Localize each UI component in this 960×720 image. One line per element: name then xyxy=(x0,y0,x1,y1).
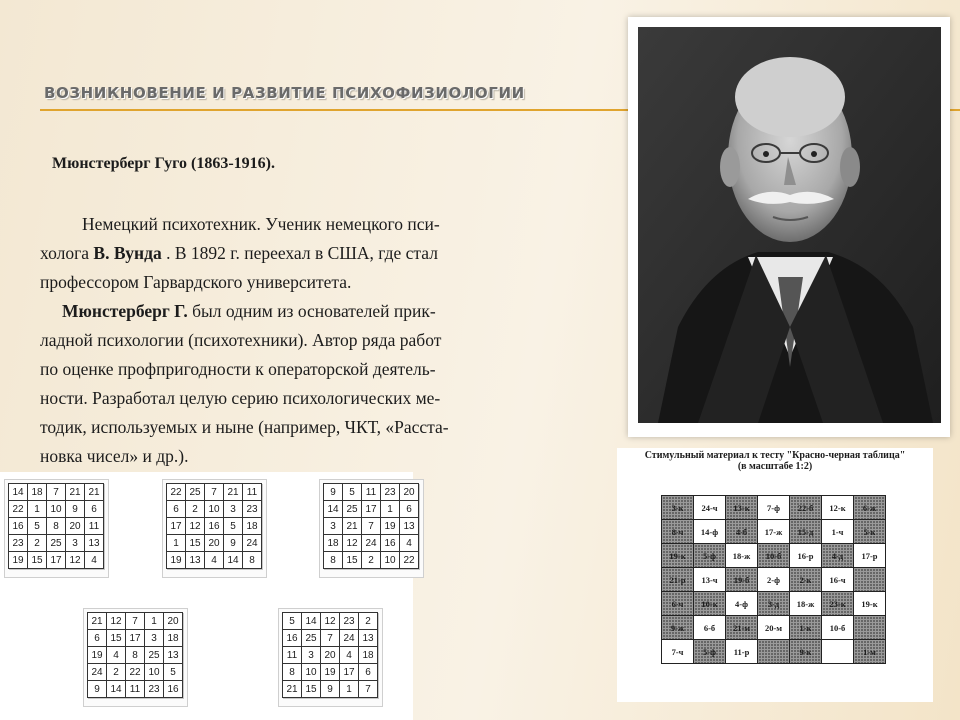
red-black-cell xyxy=(854,568,886,592)
schulte-cell: 12 xyxy=(321,613,340,630)
schulte-cell: 19 xyxy=(88,647,107,664)
red-black-cell: 5-ф xyxy=(694,544,726,568)
schulte-cell: 7 xyxy=(321,630,340,647)
schulte-cell: 12 xyxy=(343,535,362,552)
schulte-cell: 21 xyxy=(343,518,362,535)
text-line: холога В. Вунда . В 1892 г. переехал в США, где стал xyxy=(40,243,438,263)
schulte-cell: 6 xyxy=(85,501,104,518)
red-black-cell xyxy=(758,640,790,664)
schulte-cell: 3 xyxy=(224,501,243,518)
red-black-cell: 4-б xyxy=(726,520,758,544)
schulte-cell: 7 xyxy=(362,518,381,535)
schulte-cell: 8 xyxy=(47,518,66,535)
schulte-cell: 22 xyxy=(126,664,145,681)
schulte-cell: 5 xyxy=(28,518,47,535)
schulte-cell: 5 xyxy=(224,518,243,535)
schulte-cell: 20 xyxy=(205,535,224,552)
schulte-cell: 11 xyxy=(126,681,145,698)
schulte-table xyxy=(166,483,262,569)
schulte-cell: 2 xyxy=(186,501,205,518)
red-black-cell: 19-к xyxy=(662,544,694,568)
red-black-cell: 20-м xyxy=(758,616,790,640)
schulte-cell: 9 xyxy=(224,535,243,552)
red-black-cell xyxy=(854,616,886,640)
schulte-cell: 6 xyxy=(359,664,378,681)
schulte-cell: 24 xyxy=(362,535,381,552)
text-line: тодик, используемых и ныне (например, ЧКТ, «Расста- xyxy=(40,417,449,437)
schulte-cell: 4 xyxy=(205,552,224,569)
red-black-cell: 2-к xyxy=(790,568,822,592)
schulte-cell: 14 xyxy=(302,613,321,630)
portrait-illustration xyxy=(638,27,941,423)
red-black-cell: 22-б xyxy=(790,496,822,520)
red-black-cell: 6-б xyxy=(694,616,726,640)
text-line: ности. Разработал целую серию психологических ме- xyxy=(40,388,441,408)
schulte-cell: 6 xyxy=(400,501,419,518)
schulte-cell: 1 xyxy=(28,501,47,518)
schulte-cell: 11 xyxy=(362,484,381,501)
red-black-cell: 16-ч xyxy=(822,568,854,592)
schulte-cell: 19 xyxy=(381,518,400,535)
schulte-cell: 19 xyxy=(321,664,340,681)
schulte-cell: 9 xyxy=(324,484,343,501)
red-black-cell: 18-ж xyxy=(726,544,758,568)
schulte-cell: 23 xyxy=(340,613,359,630)
red-black-cell: 13-к xyxy=(726,496,758,520)
schulte-cell: 10 xyxy=(47,501,66,518)
schulte-cell: 17 xyxy=(362,501,381,518)
schulte-cell: 14 xyxy=(9,484,28,501)
schulte-cell: 21 xyxy=(88,613,107,630)
schulte-cell: 3 xyxy=(66,535,85,552)
schulte-table xyxy=(323,483,419,569)
schulte-cell: 8 xyxy=(126,647,145,664)
schulte-cell: 25 xyxy=(302,630,321,647)
text-line: по оценке профпригодности к операторской деятель- xyxy=(40,359,436,379)
schulte-cell: 24 xyxy=(88,664,107,681)
text-line: Немецкий психотехник. Ученик немецкого пси- xyxy=(82,214,440,234)
red-black-cell: 10-к xyxy=(694,592,726,616)
red-black-cell: 9-к xyxy=(790,640,822,664)
schulte-cell: 10 xyxy=(302,664,321,681)
schulte-cell: 17 xyxy=(340,664,359,681)
text-line: новка чисел» и др.). xyxy=(40,446,189,466)
schulte-table xyxy=(282,612,378,698)
schulte-cell: 22 xyxy=(400,552,419,569)
schulte-cell: 25 xyxy=(145,647,164,664)
schulte-cell: 16 xyxy=(381,535,400,552)
red-black-cell: 8-ч xyxy=(662,520,694,544)
schulte-cell: 20 xyxy=(400,484,419,501)
red-black-cell: 1-ч xyxy=(822,520,854,544)
schulte-cell: 9 xyxy=(66,501,85,518)
schulte-table xyxy=(8,483,104,569)
red-black-cell: 12-к xyxy=(822,496,854,520)
schulte-cell: 24 xyxy=(340,630,359,647)
red-black-cell: 10-б xyxy=(822,616,854,640)
schulte-cell: 20 xyxy=(164,613,183,630)
red-black-cell: 4-д xyxy=(822,544,854,568)
schulte-cell: 24 xyxy=(243,535,262,552)
schulte-cell: 7 xyxy=(47,484,66,501)
red-black-cell: 19-б xyxy=(726,568,758,592)
schulte-cell: 5 xyxy=(343,484,362,501)
schulte-cell: 8 xyxy=(243,552,262,569)
red-black-cell: 7-ф xyxy=(758,496,790,520)
schulte-cell: 5 xyxy=(283,613,302,630)
schulte-cell: 8 xyxy=(324,552,343,569)
schulte-cell: 4 xyxy=(85,552,104,569)
red-black-table-panel xyxy=(617,448,933,702)
schulte-cell: 7 xyxy=(205,484,224,501)
red-black-cell: 10-б xyxy=(758,544,790,568)
red-black-grid xyxy=(661,495,886,664)
person-heading: Мюнстерберг Гуго (1863-1916). xyxy=(52,155,275,172)
schulte-cell: 23 xyxy=(381,484,400,501)
schulte-cell: 18 xyxy=(243,518,262,535)
red-black-cell: 17-ж xyxy=(758,520,790,544)
red-black-cell xyxy=(822,640,854,664)
schulte-cell: 7 xyxy=(359,681,378,698)
schulte-cell: 10 xyxy=(381,552,400,569)
schulte-table xyxy=(87,612,183,698)
red-black-cell: 5-к xyxy=(854,520,886,544)
red-black-cell: 24-ч xyxy=(694,496,726,520)
schulte-cell: 14 xyxy=(224,552,243,569)
schulte-cell: 11 xyxy=(85,518,104,535)
schulte-cell: 15 xyxy=(343,552,362,569)
schulte-cell: 15 xyxy=(302,681,321,698)
schulte-cell: 18 xyxy=(324,535,343,552)
schulte-cell: 17 xyxy=(126,630,145,647)
schulte-cell: 11 xyxy=(243,484,262,501)
schulte-cell: 6 xyxy=(88,630,107,647)
text-line: ладной психологии (психотехники). Автор ряда работ xyxy=(40,330,442,350)
red-black-cell: 1-м xyxy=(854,640,886,664)
schulte-cell: 21 xyxy=(66,484,85,501)
wundt-name: В. Вунда xyxy=(93,243,162,263)
schulte-cell: 15 xyxy=(107,630,126,647)
munsterberg-name: Мюнстерберг Г. xyxy=(62,301,188,321)
schulte-cell: 11 xyxy=(283,647,302,664)
schulte-cell: 13 xyxy=(85,535,104,552)
schulte-cell: 18 xyxy=(359,647,378,664)
red-black-cell: 9-ж xyxy=(662,616,694,640)
portrait-photo xyxy=(638,27,941,423)
red-black-cell: 2-ф xyxy=(758,568,790,592)
schulte-cell: 2 xyxy=(359,613,378,630)
schulte-cell: 19 xyxy=(167,552,186,569)
schulte-cell: 1 xyxy=(145,613,164,630)
red-black-cell: 4-ф xyxy=(726,592,758,616)
schulte-cell: 20 xyxy=(66,518,85,535)
schulte-cell: 21 xyxy=(85,484,104,501)
schulte-cell: 16 xyxy=(9,518,28,535)
schulte-cell: 22 xyxy=(167,484,186,501)
schulte-cell: 23 xyxy=(243,501,262,518)
red-black-cell: 3-к xyxy=(662,496,694,520)
schulte-cell: 17 xyxy=(167,518,186,535)
slide-title: ВОЗНИКНОВЕНИЕ И РАЗВИТИЕ ПСИХОФИЗИОЛОГИИ xyxy=(44,84,525,102)
red-black-cell: 1-к xyxy=(790,616,822,640)
schulte-cell: 22 xyxy=(9,501,28,518)
schulte-cell: 4 xyxy=(107,647,126,664)
schulte-cell: 3 xyxy=(302,647,321,664)
schulte-cell: 14 xyxy=(324,501,343,518)
schulte-cell: 17 xyxy=(47,552,66,569)
red-black-cell: 6-ж xyxy=(854,496,886,520)
schulte-cell: 6 xyxy=(167,501,186,518)
schulte-cell: 8 xyxy=(283,664,302,681)
schulte-cell: 13 xyxy=(359,630,378,647)
schulte-cell: 23 xyxy=(145,681,164,698)
schulte-cell: 10 xyxy=(205,501,224,518)
red-black-cell: 18-ж xyxy=(790,592,822,616)
schulte-cell: 7 xyxy=(126,613,145,630)
schulte-cell: 15 xyxy=(186,535,205,552)
schulte-cell: 13 xyxy=(186,552,205,569)
schulte-cell: 10 xyxy=(145,664,164,681)
red-black-cell: 5-ф xyxy=(694,640,726,664)
red-black-cell: 16-р xyxy=(790,544,822,568)
red-black-cell: 6-ч xyxy=(662,592,694,616)
schulte-cell: 5 xyxy=(164,664,183,681)
schulte-cell: 3 xyxy=(324,518,343,535)
schulte-cell: 2 xyxy=(362,552,381,569)
schulte-cell: 13 xyxy=(400,518,419,535)
text-line: профессором Гарвардского университета. xyxy=(40,272,352,292)
schulte-cell: 9 xyxy=(88,681,107,698)
red-black-cell: 3-д xyxy=(758,592,790,616)
schulte-cell: 15 xyxy=(28,552,47,569)
schulte-cell: 1 xyxy=(167,535,186,552)
red-black-cell: 21-р xyxy=(662,568,694,592)
red-black-caption xyxy=(617,450,933,472)
schulte-cell: 16 xyxy=(283,630,302,647)
schulte-cell: 23 xyxy=(9,535,28,552)
schulte-cell: 25 xyxy=(343,501,362,518)
caption-line: (в масштабе 1:2) xyxy=(737,461,813,472)
schulte-cell: 14 xyxy=(107,681,126,698)
schulte-cell: 4 xyxy=(340,647,359,664)
text-line: Мюнстерберг Г. был одним из основателей прик- xyxy=(62,301,436,321)
schulte-cell: 18 xyxy=(164,630,183,647)
schulte-cell: 16 xyxy=(164,681,183,698)
red-black-cell: 11-р xyxy=(726,640,758,664)
schulte-cell: 21 xyxy=(283,681,302,698)
schulte-cell: 2 xyxy=(107,664,126,681)
schulte-cell: 12 xyxy=(107,613,126,630)
schulte-cell: 16 xyxy=(205,518,224,535)
schulte-cell: 25 xyxy=(47,535,66,552)
red-black-cell: 17-р xyxy=(854,544,886,568)
red-black-cell: 23-к xyxy=(822,592,854,616)
schulte-cell: 13 xyxy=(164,647,183,664)
caption-line: Стимульный материал к тесту "Красно-черная таблица" xyxy=(644,450,906,461)
biography-text xyxy=(40,210,560,471)
schulte-cell: 18 xyxy=(28,484,47,501)
schulte-cell: 9 xyxy=(321,681,340,698)
red-black-cell: 7-ч xyxy=(662,640,694,664)
schulte-cell: 12 xyxy=(66,552,85,569)
schulte-cell: 20 xyxy=(321,647,340,664)
schulte-cell: 3 xyxy=(145,630,164,647)
schulte-cell: 1 xyxy=(381,501,400,518)
red-black-cell: 15-д xyxy=(790,520,822,544)
schulte-cell: 1 xyxy=(340,681,359,698)
schulte-cell: 12 xyxy=(186,518,205,535)
schulte-cell: 2 xyxy=(28,535,47,552)
red-black-cell: 14-ф xyxy=(694,520,726,544)
schulte-cell: 19 xyxy=(9,552,28,569)
red-black-cell: 13-ч xyxy=(694,568,726,592)
schulte-cell: 25 xyxy=(186,484,205,501)
schulte-cell: 21 xyxy=(224,484,243,501)
schulte-cell: 4 xyxy=(400,535,419,552)
red-black-cell: 19-к xyxy=(854,592,886,616)
red-black-cell: 21-м xyxy=(726,616,758,640)
